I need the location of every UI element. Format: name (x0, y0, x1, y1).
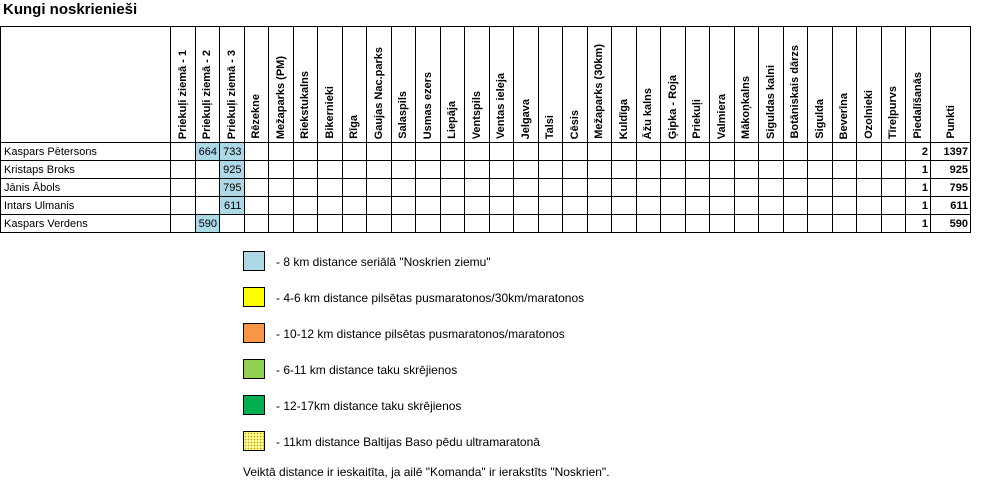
empty-cell (465, 179, 490, 197)
empty-cell (342, 143, 367, 161)
column-header (661, 27, 686, 143)
column-header-label: Liepāja (446, 101, 459, 139)
header-blank (1, 27, 171, 143)
column-header-label: Talsi (544, 114, 557, 139)
empty-cell (636, 161, 661, 179)
empty-cell (710, 215, 735, 233)
column-header (710, 27, 735, 143)
participations-cell: 1 (906, 197, 931, 215)
empty-cell (759, 197, 784, 215)
empty-cell (318, 161, 343, 179)
participations-header-label: Piedalīšanās (912, 72, 924, 139)
empty-cell (244, 197, 269, 215)
legend-swatch (243, 431, 265, 451)
column-header (342, 27, 367, 143)
column-header (171, 27, 196, 143)
column-header-label: Kuldīga (617, 98, 630, 139)
column-header-label: Botāniskais dārzs (789, 45, 802, 139)
column-header-label: Bikernieki (323, 86, 336, 139)
legend-swatch (243, 395, 265, 415)
column-header (489, 27, 514, 143)
empty-cell (783, 215, 808, 233)
runner-name: Kristaps Broks (1, 161, 171, 179)
column-header-label: Ģipka - Roja (666, 74, 679, 139)
legend-text: - 10-12 km distance pilsētas pusmaratonos/maratonos (276, 327, 565, 341)
empty-cell (685, 197, 710, 215)
empty-cell (759, 161, 784, 179)
column-header (587, 27, 612, 143)
empty-cell (636, 215, 661, 233)
empty-cell (881, 215, 906, 233)
column-header (808, 27, 833, 143)
empty-cell (293, 215, 318, 233)
legend-text: - 4-6 km distance pilsētas pusmaratonos/30km/maratonos (276, 291, 585, 305)
score-cell (171, 197, 196, 215)
column-header-label: Priekuļi (691, 99, 704, 139)
empty-cell (808, 197, 833, 215)
empty-cell (881, 197, 906, 215)
empty-cell (367, 161, 392, 179)
empty-cell (636, 197, 661, 215)
column-header-label: Usmas ezers (421, 71, 434, 139)
empty-cell (465, 197, 490, 215)
legend-text: - 8 km distance seriālā "Noskrien ziemu" (276, 255, 491, 269)
table-row (1, 161, 971, 179)
column-header-label: Sigulda (813, 99, 826, 139)
column-header (881, 27, 906, 143)
column-header (563, 27, 588, 143)
empty-cell (440, 143, 465, 161)
empty-cell (489, 161, 514, 179)
points-cell: 590 (931, 215, 971, 233)
column-header (636, 27, 661, 143)
column-header-label: Rēzekne (250, 94, 263, 139)
score-cell (171, 215, 196, 233)
legend-item (243, 287, 843, 309)
score-cell: 590 (195, 215, 220, 233)
score-cell (195, 197, 220, 215)
empty-cell (881, 179, 906, 197)
empty-cell (538, 179, 563, 197)
empty-cell (563, 161, 588, 179)
column-header-label: Priekuļi ziemā - 2 (201, 49, 214, 139)
runner-name: Kaspars Verdens (1, 215, 171, 233)
points-cell: 795 (931, 179, 971, 197)
empty-cell (832, 179, 857, 197)
column-header-label: Mežaparks (PM) (274, 55, 287, 139)
empty-cell (244, 215, 269, 233)
empty-cell (293, 161, 318, 179)
legend-swatch (243, 287, 265, 307)
empty-cell (734, 215, 759, 233)
empty-cell (514, 179, 539, 197)
column-header (391, 27, 416, 143)
results-table (0, 26, 971, 233)
legend-swatch (243, 323, 265, 343)
empty-cell (465, 143, 490, 161)
column-header (244, 27, 269, 143)
empty-cell (514, 197, 539, 215)
column-header (612, 27, 637, 143)
empty-cell (465, 215, 490, 233)
column-header-label: Priekuļi ziemā - 1 (176, 49, 189, 139)
points-cell: 611 (931, 197, 971, 215)
empty-cell (514, 161, 539, 179)
legend-text: - 12-17km distance taku skrējienos (276, 399, 462, 413)
score-cell: 664 (195, 143, 220, 161)
empty-cell (612, 179, 637, 197)
empty-cell (685, 161, 710, 179)
empty-cell (465, 161, 490, 179)
legend-text: - 6-11 km distance taku skrējienos (276, 363, 458, 377)
column-header-label: Salaspils (397, 91, 410, 139)
empty-cell (710, 197, 735, 215)
empty-cell (612, 143, 637, 161)
empty-cell (734, 161, 759, 179)
column-header (685, 27, 710, 143)
legend-item (243, 395, 843, 417)
empty-cell (391, 161, 416, 179)
empty-cell (857, 143, 882, 161)
empty-cell (808, 215, 833, 233)
column-header (514, 27, 539, 143)
empty-cell (661, 143, 686, 161)
column-header (759, 27, 784, 143)
empty-cell (636, 143, 661, 161)
empty-cell (318, 143, 343, 161)
empty-cell (612, 215, 637, 233)
column-header-label: Tīreļpurvs (887, 85, 900, 139)
empty-cell (391, 143, 416, 161)
column-header-label: Āžu kalns (642, 87, 655, 139)
column-header (367, 27, 392, 143)
empty-cell (710, 143, 735, 161)
empty-cell (759, 215, 784, 233)
empty-cell (808, 161, 833, 179)
empty-cell (808, 179, 833, 197)
empty-cell (538, 143, 563, 161)
column-header-label: Rīga (348, 115, 361, 139)
column-header-label: Riekstukalns (299, 71, 312, 139)
column-header (293, 27, 318, 143)
empty-cell (563, 143, 588, 161)
empty-cell (489, 179, 514, 197)
participations-cell: 2 (906, 143, 931, 161)
column-header-label: Siguldas kalni (764, 65, 777, 139)
empty-cell (293, 179, 318, 197)
score-cell (195, 161, 220, 179)
table-row (1, 143, 971, 161)
participations-header (906, 27, 931, 143)
column-header (318, 27, 343, 143)
empty-cell (367, 143, 392, 161)
table-row (1, 215, 971, 233)
empty-cell (367, 197, 392, 215)
empty-cell (661, 179, 686, 197)
column-header (269, 27, 294, 143)
empty-cell (832, 215, 857, 233)
empty-cell (881, 143, 906, 161)
empty-cell (759, 143, 784, 161)
empty-cell (563, 197, 588, 215)
score-cell (171, 161, 196, 179)
empty-cell (416, 143, 441, 161)
empty-cell (783, 197, 808, 215)
empty-cell (734, 179, 759, 197)
participations-cell: 1 (906, 179, 931, 197)
empty-cell (857, 161, 882, 179)
empty-cell (244, 161, 269, 179)
empty-cell (489, 215, 514, 233)
column-header-label: Ventas ieleja (495, 72, 508, 139)
points-header (931, 27, 971, 143)
column-header-label: Valmiera (715, 93, 728, 139)
empty-cell (685, 215, 710, 233)
table-row (1, 197, 971, 215)
points-cell: 925 (931, 161, 971, 179)
empty-cell (808, 143, 833, 161)
score-cell: 795 (220, 179, 245, 197)
column-header-label: Mākoņkalns (740, 76, 753, 139)
empty-cell (734, 197, 759, 215)
empty-cell (416, 197, 441, 215)
empty-cell (318, 215, 343, 233)
empty-cell (440, 197, 465, 215)
participations-cell: 1 (906, 215, 931, 233)
legend-item (243, 251, 843, 273)
score-cell: 733 (220, 143, 245, 161)
column-header-label: Beverīna (838, 92, 851, 139)
empty-cell (489, 197, 514, 215)
column-header (440, 27, 465, 143)
column-header (783, 27, 808, 143)
empty-cell (269, 179, 294, 197)
score-cell (171, 143, 196, 161)
empty-cell (832, 197, 857, 215)
runner-name: Intars Ulmanis (1, 197, 171, 215)
empty-cell (538, 215, 563, 233)
page-title: Kungi noskrienieši (3, 1, 138, 18)
empty-cell (367, 215, 392, 233)
empty-cell (661, 197, 686, 215)
column-header (538, 27, 563, 143)
empty-cell (440, 179, 465, 197)
empty-cell (318, 197, 343, 215)
score-cell: 611 (220, 197, 245, 215)
empty-cell (783, 143, 808, 161)
empty-cell (857, 179, 882, 197)
column-header-label: Cēsis (568, 109, 581, 139)
footnote: Veiktā distance ir ieskaitīta, ja ailē "Komanda" ir ierakstīts "Noskrien". (243, 465, 610, 479)
legend-swatch (243, 251, 265, 271)
empty-cell (269, 215, 294, 233)
empty-cell (514, 143, 539, 161)
legend-item (243, 323, 843, 345)
empty-cell (563, 179, 588, 197)
column-header-label: Jelgava (519, 98, 532, 139)
column-header (832, 27, 857, 143)
empty-cell (342, 215, 367, 233)
empty-cell (710, 161, 735, 179)
runner-name: Kaspars Pētersons (1, 143, 171, 161)
column-header-label: Mežaparks (30km) (593, 44, 606, 139)
runner-name: Jānis Ābols (1, 179, 171, 197)
empty-cell (244, 179, 269, 197)
points-cell: 1397 (931, 143, 971, 161)
empty-cell (685, 143, 710, 161)
empty-cell (342, 197, 367, 215)
legend-item (243, 431, 843, 453)
empty-cell (783, 161, 808, 179)
empty-cell (440, 161, 465, 179)
empty-cell (563, 215, 588, 233)
empty-cell (342, 179, 367, 197)
table-row (1, 179, 971, 197)
points-header-label: Punkti (944, 105, 957, 139)
table-header-row (1, 27, 971, 143)
participations-cell: 1 (906, 161, 931, 179)
empty-cell (416, 215, 441, 233)
empty-cell (685, 179, 710, 197)
empty-cell (489, 143, 514, 161)
column-header-label: Ozolnieki (862, 90, 875, 139)
empty-cell (587, 197, 612, 215)
empty-cell (342, 161, 367, 179)
empty-cell (416, 179, 441, 197)
legend-text: - 11km distance Baltijas Baso pēdu ultramaratonā (276, 435, 540, 449)
column-header-label: Priekuļi ziemā - 3 (225, 49, 238, 139)
column-header-label: Gaujas Nac.parks (372, 46, 385, 139)
empty-cell (391, 179, 416, 197)
score-cell: 925 (220, 161, 245, 179)
empty-cell (269, 197, 294, 215)
empty-cell (759, 179, 784, 197)
column-header-label: Ventspils (470, 90, 483, 139)
empty-cell (293, 197, 318, 215)
empty-cell (244, 143, 269, 161)
empty-cell (832, 161, 857, 179)
empty-cell (734, 143, 759, 161)
score-cell (195, 179, 220, 197)
empty-cell (391, 215, 416, 233)
score-cell (220, 215, 245, 233)
empty-cell (269, 143, 294, 161)
empty-cell (391, 197, 416, 215)
column-header (465, 27, 490, 143)
empty-cell (612, 161, 637, 179)
legend-swatch (243, 359, 265, 379)
column-header (857, 27, 882, 143)
score-cell (171, 179, 196, 197)
empty-cell (612, 197, 637, 215)
legend-item (243, 359, 843, 381)
empty-cell (661, 161, 686, 179)
empty-cell (293, 143, 318, 161)
empty-cell (538, 161, 563, 179)
empty-cell (367, 179, 392, 197)
empty-cell (269, 161, 294, 179)
empty-cell (710, 179, 735, 197)
empty-cell (857, 215, 882, 233)
empty-cell (832, 143, 857, 161)
empty-cell (440, 215, 465, 233)
empty-cell (587, 143, 612, 161)
empty-cell (416, 161, 441, 179)
column-header (734, 27, 759, 143)
empty-cell (538, 197, 563, 215)
empty-cell (857, 197, 882, 215)
empty-cell (587, 161, 612, 179)
empty-cell (783, 179, 808, 197)
empty-cell (661, 215, 686, 233)
column-header (416, 27, 441, 143)
column-header (195, 27, 220, 143)
empty-cell (636, 179, 661, 197)
empty-cell (881, 161, 906, 179)
column-header (220, 27, 245, 143)
empty-cell (587, 179, 612, 197)
empty-cell (514, 215, 539, 233)
table-body (1, 143, 971, 233)
empty-cell (587, 215, 612, 233)
empty-cell (318, 179, 343, 197)
